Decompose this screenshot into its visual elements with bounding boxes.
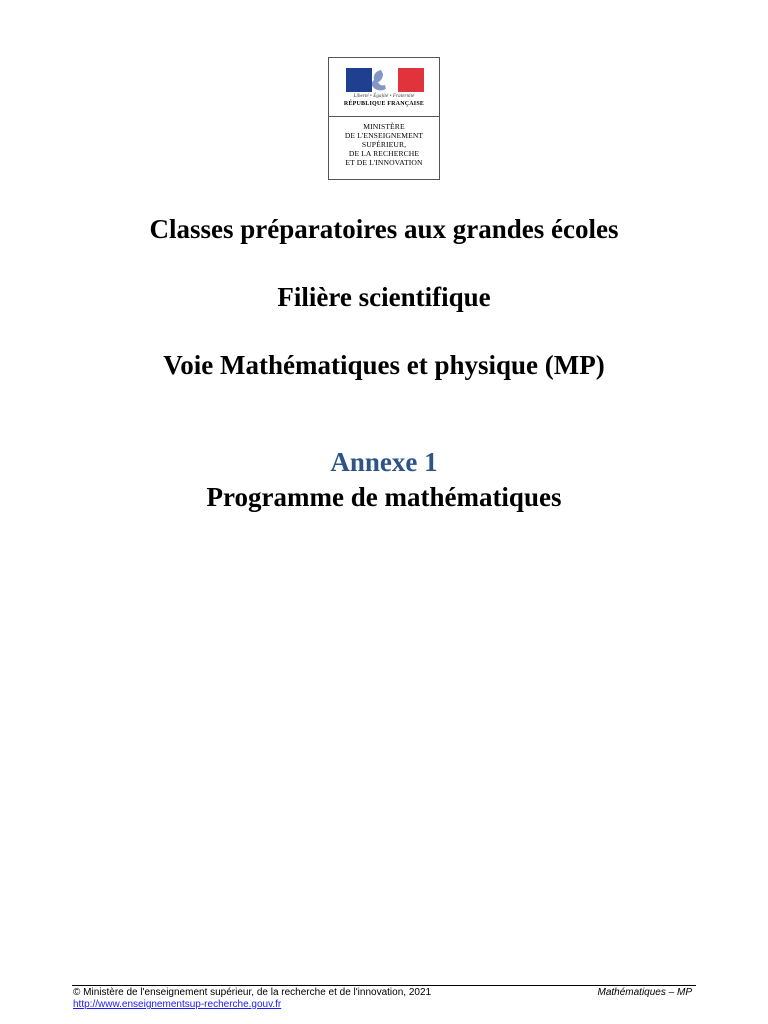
republique-text: RÉPUBLIQUE FRANÇAISE	[343, 101, 425, 107]
program-heading: Programme de mathématiques	[206, 482, 562, 512]
ministry-line: SUPÉRIEUR,	[361, 140, 407, 149]
ministry-line: DE L'ENSEIGNEMENT	[344, 131, 424, 140]
footer-divider	[72, 985, 696, 986]
ministry-line: ET DE L'INNOVATION	[345, 158, 423, 167]
footer-subject: Mathématiques – MP	[597, 987, 692, 998]
ministry-line: DE LA RECHERCHE	[348, 149, 420, 158]
ministry-name	[329, 117, 439, 167]
motto-text: Liberté • Égalité • Fraternité	[353, 94, 415, 99]
document-title-line-1: Classes préparatoires aux grandes écoles	[149, 214, 619, 244]
document-title-line-3: Voie Mathématiques et physique (MP)	[163, 350, 605, 380]
annex-heading: Annexe 1	[330, 447, 438, 477]
footer-url-link[interactable]: http://www.enseignementsup-recherche.gouv.fr	[73, 999, 282, 1010]
republique-francaise-emblem	[329, 58, 439, 117]
footer-left	[73, 987, 431, 1011]
document-title-line-2: Filière scientifique	[277, 282, 491, 312]
ministry-line: MINISTÈRE	[363, 122, 405, 131]
ministry-logo	[328, 57, 440, 180]
footer-copyright: © Ministère de l'enseignement supérieur, de la recherche et de l'innovation, 2021	[73, 987, 432, 998]
marianne-icon	[359, 68, 399, 92]
